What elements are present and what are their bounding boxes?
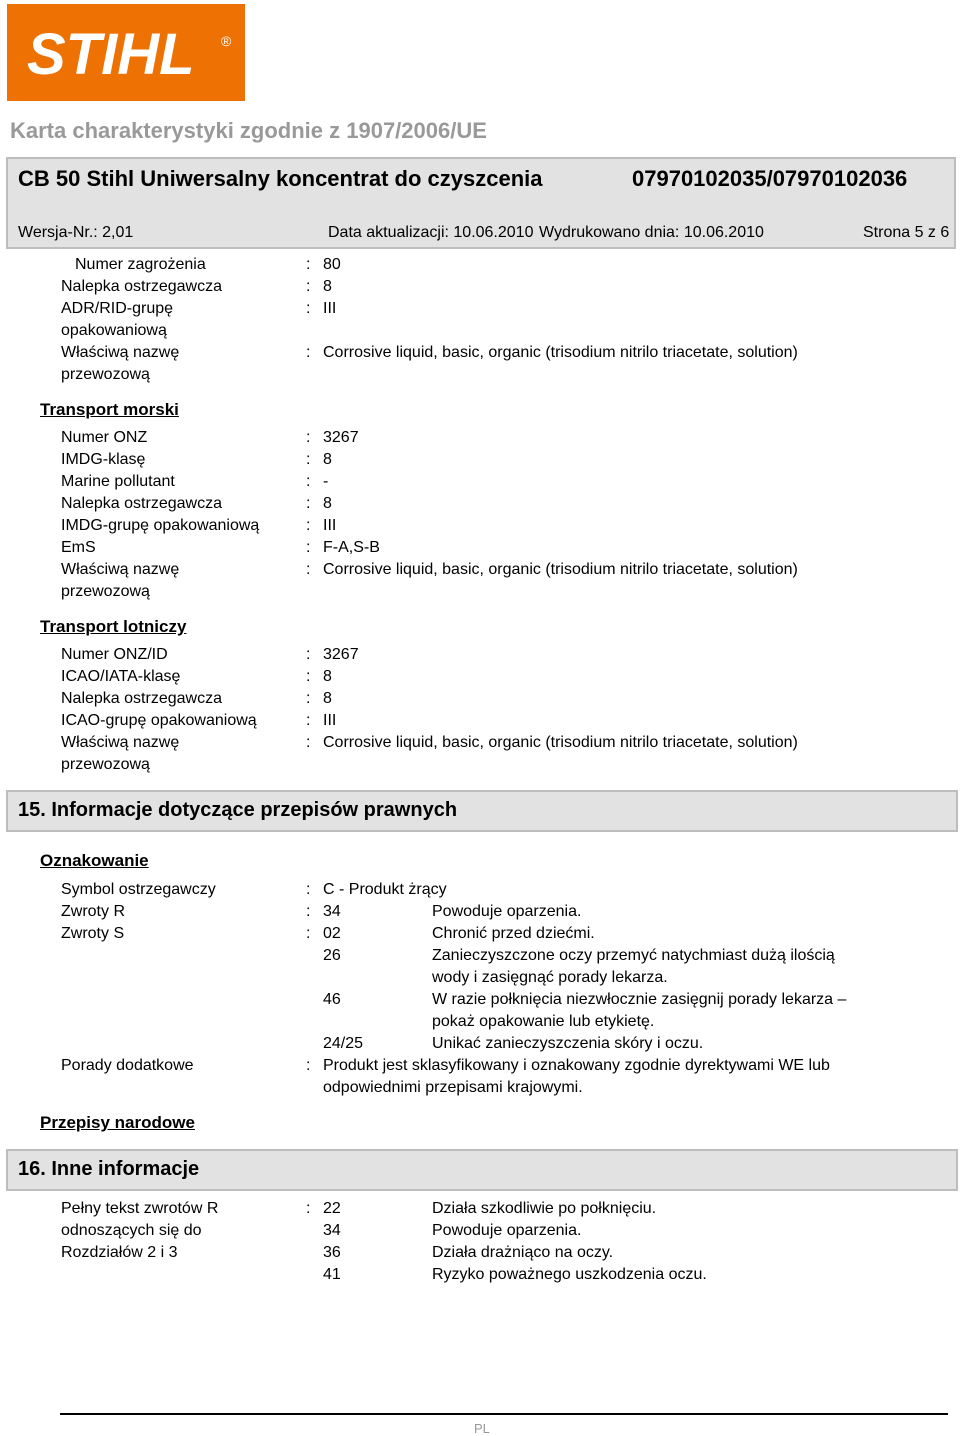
field-colon: : [306, 256, 311, 273]
phrase-text-cont: pokaż opakowanie lub etykietę. [432, 1013, 655, 1030]
field-colon: : [306, 278, 311, 295]
field-label: Zwroty S [61, 925, 125, 942]
field-value-cont: odpowiednimi przepisami krajowymi. [323, 1079, 583, 1096]
field-colon: : [306, 712, 311, 729]
phrase-text-cont: wody i zasięgnąć porady lekarza. [432, 969, 668, 986]
phrase-text: Chronić przed dziećmi. [432, 925, 595, 942]
version-label: Wersja-Nr.: 2,01 [18, 224, 134, 241]
section-16-title: 16. Inne informacje [18, 1158, 200, 1180]
field-colon: : [306, 881, 311, 898]
field-colon: : [306, 344, 311, 361]
field-colon: : [306, 561, 311, 578]
logo-wordmark: STIHL [27, 22, 195, 87]
field-label: ADR/RID-grupę [61, 300, 174, 317]
field-value: III [323, 517, 337, 534]
phrase-code: 26 [323, 947, 341, 964]
field-value: III [323, 712, 337, 729]
field-label-cont: przewozową [61, 366, 150, 383]
updated-date: Data aktualizacji: 10.06.2010 [328, 224, 534, 241]
phrase-text: Działa drażniąco na oczy. [432, 1244, 614, 1261]
phrase-code: 22 [323, 1200, 341, 1217]
phrase-text: Powoduje oparzenia. [432, 903, 582, 920]
field-label-cont: odnoszących się do [61, 1222, 202, 1239]
field-value: 3267 [323, 646, 359, 663]
field-colon: : [306, 1057, 311, 1074]
phrase-code: 02 [323, 925, 341, 942]
field-value: Corrosive liquid, basic, organic (trisodium nitrilo triacetate, solution) [323, 734, 798, 751]
field-value: 8 [323, 451, 332, 468]
printed-date: Wydrukowano dnia: 10.06.2010 [539, 224, 764, 241]
product-number: 07970102035/07970102036 [632, 166, 908, 191]
field-colon: : [306, 1200, 311, 1217]
field-label: ICAO-grupę opakowaniową [61, 712, 257, 729]
field-label: Zwroty R [61, 903, 125, 920]
air-transport-heading: Transport lotniczy [40, 617, 187, 636]
field-value: - [323, 473, 329, 490]
field-label: Porady dodatkowe [61, 1057, 194, 1074]
footer-language: PL [474, 1421, 490, 1436]
field-label: Właściwą nazwę [61, 734, 180, 751]
field-colon: : [306, 734, 311, 751]
phrase-code: 34 [323, 903, 341, 920]
stihl-logo-graphic [7, 4, 245, 101]
field-label: IMDG-grupę opakowaniową [61, 517, 260, 534]
field-value: 8 [323, 278, 332, 295]
field-label: Numer ONZ [61, 429, 148, 446]
field-label: Numer ONZ/ID [61, 646, 168, 663]
field-value: Corrosive liquid, basic, organic (trisodium nitrilo triacetate, solution) [323, 344, 798, 361]
field-value: 8 [323, 690, 332, 707]
field-colon: : [306, 300, 311, 317]
phrase-text: Unikać zanieczyszczenia skóry i oczu. [432, 1035, 704, 1052]
field-colon: : [306, 451, 311, 468]
field-label: ICAO/IATA-klasę [61, 668, 181, 685]
phrase-code: 24/25 [323, 1035, 364, 1052]
field-colon: : [306, 646, 311, 663]
field-label-cont: przewozową [61, 583, 150, 600]
phrase-code: 41 [323, 1266, 341, 1283]
phrase-text: Ryzyko poważnego uszkodzenia oczu. [432, 1266, 707, 1283]
phrase-text: Działa szkodliwie po połknięciu. [432, 1200, 657, 1217]
field-value: 8 [323, 495, 332, 512]
field-label: Marine pollutant [61, 473, 175, 490]
phrase-text: W razie połknięcia niezwłocznie zasięgnij porady lekarza – [432, 991, 847, 1008]
field-label-cont: Rozdziałów 2 i 3 [61, 1244, 178, 1261]
field-value: III [323, 300, 337, 317]
page-number: Strona 5 z 6 [863, 224, 950, 241]
field-value: C - Produkt żrący [323, 881, 447, 898]
section-15-title: 15. Informacje dotyczące przepisów prawnych [18, 799, 458, 821]
field-label: Symbol ostrzegawczy [61, 881, 216, 898]
field-label-cont: przewozową [61, 756, 150, 773]
field-colon: : [306, 925, 311, 942]
phrase-code: 36 [323, 1244, 341, 1261]
national-regulations-heading: Przepisy narodowe [40, 1113, 195, 1132]
phrase-code: 46 [323, 991, 341, 1008]
field-value: 8 [323, 668, 332, 685]
field-colon: : [306, 473, 311, 490]
footer-divider [60, 1413, 948, 1415]
field-colon: : [306, 690, 311, 707]
field-colon: : [306, 429, 311, 446]
stihl-logo [7, 4, 245, 101]
field-colon: : [306, 903, 311, 920]
phrase-code: 34 [323, 1222, 341, 1239]
field-label: EmS [61, 539, 96, 556]
field-value: F-A,S-B [323, 539, 380, 556]
field-label: Nalepka ostrzegawcza [61, 495, 222, 512]
field-label: Właściwą nazwę [61, 561, 180, 578]
field-label-cont: opakowaniową [61, 322, 167, 339]
field-label: Numer zagrożenia [75, 256, 206, 273]
field-label: Pełny tekst zwrotów R [61, 1200, 219, 1217]
field-value: 80 [323, 256, 341, 273]
field-value: Produkt jest sklasyfikowany i oznakowany zgodnie dyrektywami WE lub [323, 1057, 830, 1074]
product-name: CB 50 Stihl Uniwersalny koncentrat do czyszcenia [18, 166, 543, 191]
field-value: 3267 [323, 429, 359, 446]
field-label: Właściwą nazwę [61, 344, 180, 361]
labeling-heading: Oznakowanie [40, 851, 149, 870]
field-colon: : [306, 539, 311, 556]
field-colon: : [306, 668, 311, 685]
field-label: IMDG-klasę [61, 451, 146, 468]
field-label: Nalepka ostrzegawcza [61, 690, 222, 707]
phrase-text: Powoduje oparzenia. [432, 1222, 582, 1239]
registered-mark: ® [221, 33, 232, 49]
sea-transport-heading: Transport morski [40, 400, 179, 419]
document-title: Karta charakterystyki zgodnie z 1907/2006/UE [10, 118, 487, 143]
field-colon: : [306, 517, 311, 534]
field-colon: : [306, 495, 311, 512]
field-label: Nalepka ostrzegawcza [61, 278, 222, 295]
field-value: Corrosive liquid, basic, organic (trisodium nitrilo triacetate, solution) [323, 561, 798, 578]
phrase-text: Zanieczyszczone oczy przemyć natychmiast dużą ilością [432, 947, 835, 964]
